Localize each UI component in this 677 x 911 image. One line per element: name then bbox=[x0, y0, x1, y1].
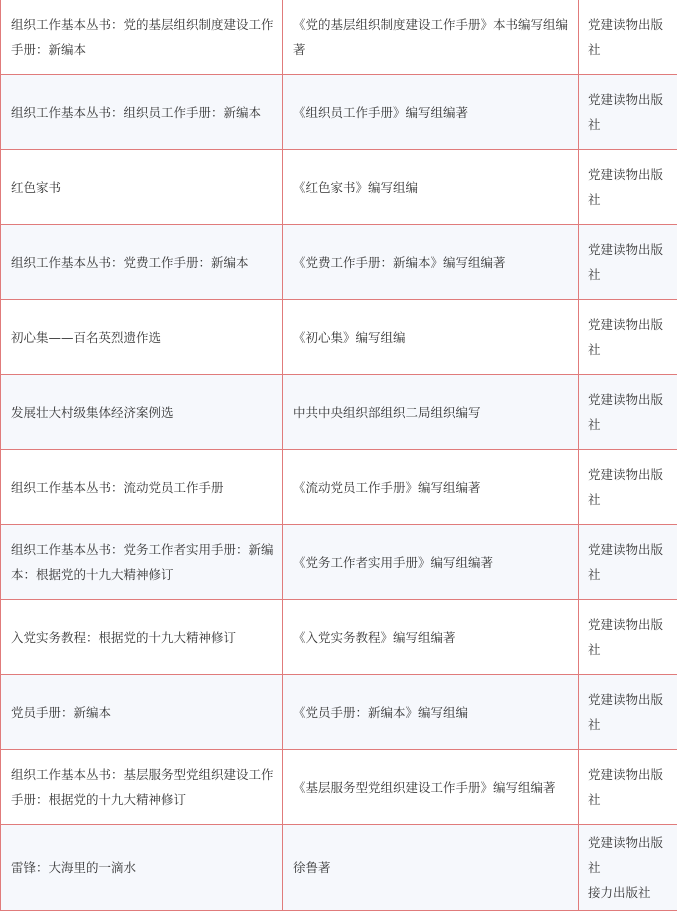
book-author-cell: 《流动党员工作手册》编写组编著 bbox=[283, 450, 579, 525]
book-publisher-cell: 党建读物出版社 bbox=[579, 750, 677, 825]
book-title-cell: 初心集——百名英烈遗作选 bbox=[1, 300, 283, 375]
book-author-cell: 《党的基层组织制度建设工作手册》本书编写组编著 bbox=[283, 0, 579, 75]
book-title-cell: 组织工作基本丛书：组织员工作手册：新编本 bbox=[1, 75, 283, 150]
book-publisher-cell: 党建读物出版社 bbox=[579, 75, 677, 150]
book-title-cell: 组织工作基本丛书：党费工作手册：新编本 bbox=[1, 225, 283, 300]
book-title-cell: 党员手册：新编本 bbox=[1, 675, 283, 750]
book-title-cell: 组织工作基本丛书：基层服务型党组织建设工作手册：根据党的十九大精神修订 bbox=[1, 750, 283, 825]
table-row bbox=[1, 300, 677, 375]
table-row bbox=[1, 525, 677, 600]
table-row bbox=[1, 225, 677, 300]
book-author-cell: 《初心集》编写组编 bbox=[283, 300, 579, 375]
book-publisher-cell: 党建读物出版社 bbox=[579, 450, 677, 525]
book-author-cell: 《入党实务教程》编写组编著 bbox=[283, 600, 579, 675]
book-publisher-cell: 党建读物出版社 bbox=[579, 375, 677, 450]
book-title-cell: 雷锋：大海里的一滴水 bbox=[1, 825, 283, 911]
book-title-cell: 组织工作基本丛书：党务工作者实用手册：新编本：根据党的十九大精神修订 bbox=[1, 525, 283, 600]
book-author-cell: 《党员手册：新编本》编写组编 bbox=[283, 675, 579, 750]
book-author-cell: 《组织员工作手册》编写组编著 bbox=[283, 75, 579, 150]
book-publisher-cell: 党建读物出版社 bbox=[579, 150, 677, 225]
book-author-cell: 中共中央组织部组织二局组织编写 bbox=[283, 375, 579, 450]
table-row bbox=[1, 450, 677, 525]
book-title-cell: 发展壮大村级集体经济案例选 bbox=[1, 375, 283, 450]
book-publisher-cell: 党建读物出版社 bbox=[579, 675, 677, 750]
table-row bbox=[1, 675, 677, 750]
book-publisher-cell: 党建读物出版社 bbox=[579, 300, 677, 375]
table-row bbox=[1, 750, 677, 825]
table-row bbox=[1, 150, 677, 225]
book-publisher-cell: 党建读物出版社 bbox=[579, 525, 677, 600]
table-row bbox=[1, 0, 677, 75]
book-publisher-cell: 党建读物出版社 bbox=[579, 600, 677, 675]
book-author-cell: 徐鲁著 bbox=[283, 825, 579, 911]
table-row bbox=[1, 600, 677, 675]
table-row bbox=[1, 375, 677, 450]
book-publisher-cell: 党建读物出版社 bbox=[579, 225, 677, 300]
book-title-cell: 红色家书 bbox=[1, 150, 283, 225]
book-title-cell: 组织工作基本丛书：流动党员工作手册 bbox=[1, 450, 283, 525]
book-publisher-cell: 党建读物出版社 接力出版社 bbox=[579, 825, 677, 911]
book-rows bbox=[1, 0, 677, 911]
book-author-cell: 《党费工作手册：新编本》编写组编著 bbox=[283, 225, 579, 300]
table-row bbox=[1, 825, 677, 911]
book-author-cell: 《党务工作者实用手册》编写组编著 bbox=[283, 525, 579, 600]
book-author-cell: 《红色家书》编写组编 bbox=[283, 150, 579, 225]
table-row bbox=[1, 75, 677, 150]
book-title-cell: 入党实务教程：根据党的十九大精神修订 bbox=[1, 600, 283, 675]
book-publisher-cell: 党建读物出版社 bbox=[579, 0, 677, 75]
book-author-cell: 《基层服务型党组织建设工作手册》编写组编著 bbox=[283, 750, 579, 825]
book-title-cell: 组织工作基本丛书：党的基层组织制度建设工作手册：新编本 bbox=[1, 0, 283, 75]
